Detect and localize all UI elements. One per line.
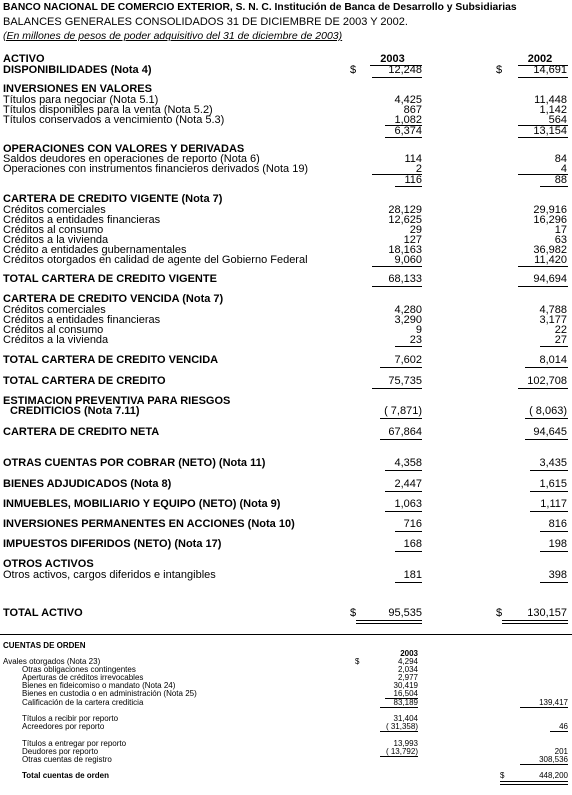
disponibilidades-label: DISPONIBILIDADES (Nota 4) [3,64,152,76]
aperturas-label: Aperturas de créditos irrevocables [22,673,144,682]
rule [550,731,568,732]
total-activo-2003: 95,535 [388,607,422,619]
estimacion-label-line1: ESTIMACION PREVENTIVA PARA RIESGOS [3,395,231,407]
inv-conservados-2002: 564 [548,114,567,126]
inv-negociar-2003: 4,425 [394,94,422,106]
inmuebles-2003: 1,063 [394,498,422,510]
inv-disponibles-2002: 1,142 [539,104,567,116]
total-activo-label: TOTAL ACTIVO [3,607,83,619]
cv-consumo-2002: 17 [554,224,567,236]
otros-activos-heading: OTROS ACTIVOS [3,558,94,570]
rule [540,582,568,583]
cartera-neta-2003: 67,864 [388,426,422,438]
cartera-neta-2002: 94,645 [533,426,567,438]
otras-obligaciones-label: Otras obligaciones contingentes [22,665,136,674]
cartera-neta-label: CARTERA DE CREDITO NETA [3,426,160,438]
cv-consumo-label: Créditos al consumo [3,224,104,236]
rule [518,77,568,78]
cven-comerciales-label: Créditos comerciales [3,304,106,316]
rule [372,266,422,267]
custodia-value: 16,504 [393,689,418,698]
titulos-recibir-value: 31,404 [393,714,418,723]
rule [380,707,418,708]
otras-cuentas-2002: 3,435 [539,457,567,469]
cven-financieras-2003: 3,290 [394,314,422,326]
impuestos-diferidos-2003: 168 [403,538,422,550]
inv-conservados-label: Títulos conservados a vencimiento (Nota 5.3) [3,114,225,126]
rule [395,531,422,532]
cuentas-orden-heading: CUENTAS DE ORDEN [3,641,86,650]
currency-sign: $ [355,657,360,666]
total-cartera-vencida-2003: 7,602 [394,354,422,366]
total-cartera-vencida-2002: 8,014 [539,354,567,366]
currency-sign: $ [350,607,357,619]
currency-sign: $ [496,64,503,76]
total-cartera-2003: 75,735 [388,375,422,387]
cven-vivienda-label: Créditos a la vivienda [3,334,109,346]
rule [530,470,568,471]
inversiones-heading: INVERSIONES EN VALORES [3,83,152,95]
otros-activos-2003: 181 [403,569,422,581]
rule [540,346,568,347]
rule [518,286,568,287]
cv-gubernamentales-2003: 18,163 [388,244,422,256]
inversiones-permanentes-2003: 716 [403,518,422,530]
cven-financieras-label: Créditos a entidades financieras [3,314,161,326]
cven-vivienda-2003: 23 [409,334,422,346]
calificacion-total: 139,417 [539,698,568,707]
cv-gubernamentales-2002: 36,982 [533,244,567,256]
rule [540,531,568,532]
estimacion-2002: ( 8,063) [529,405,567,417]
calificacion-label: Calificación de la cartera crediticia [22,698,144,707]
op-derivados-label: Operaciones con instrumentos financieros derivados (Nota 19) [3,163,309,175]
operaciones-heading: OPERACIONES CON VALORES Y DERIVADAS [3,143,245,155]
cven-consumo-2002: 22 [554,324,567,336]
inversiones-permanentes-2002: 816 [548,518,567,530]
bienes-adjudicados-2003: 2,447 [394,478,422,490]
bienes-adjudicados-label: BIENES ADJUDICADOS (Nota 8) [3,478,172,490]
year-2003-heading: 2003 [380,53,405,65]
cv-vivienda-2003: 127 [403,234,422,246]
total-cuentas-orden-label: Total cuentas de orden [22,771,109,780]
cv-financieras-label: Créditos a entidades financieras [3,214,161,226]
fideicomiso-value: 30,419 [393,681,418,690]
op-derivados-2002: 4 [560,163,567,175]
cv-financieras-2003: 12,625 [388,214,422,226]
rule [530,491,568,492]
rule [380,418,422,419]
operaciones-total-2003: 116 [404,174,422,186]
estimacion-2003: ( 7,871) [384,405,422,417]
rule [395,551,422,552]
titulos-recibir-label: Títulos a recibir por reporto [22,714,119,723]
otras-obligaciones-value: 2,034 [397,665,418,674]
company-title: BANCO NACIONAL DE COMERCIO EXTERIOR, S. N. C. Institución de Banca de Desarrollo y Subsidiarias [3,2,517,13]
bienes-adjudicados-2002: 1,615 [539,478,567,490]
currency-sign: $ [350,64,357,76]
acreedores-label: Acreedores por reporto [22,722,105,731]
cven-consumo-2003: 9 [415,324,422,336]
deudores-label: Deudores por reporto [22,747,99,756]
inv-negociar-2002: 11,448 [534,94,567,106]
rule [540,186,568,187]
rule [372,286,422,287]
inversiones-total-2003: 6,374 [394,125,422,137]
total-cartera-vigente-label: TOTAL CARTERA DE CREDITO VIGENTE [3,273,217,285]
cv-comerciales-2002: 29,916 [533,204,567,216]
inmuebles-2002: 1,117 [540,498,567,510]
fideicomiso-label: Bienes en fideicomiso o mandato (Nota 24) [22,681,176,690]
double-rule [502,620,568,624]
calificacion-value: 83,189 [393,698,418,707]
inmuebles-label: INMUEBLES, MOBILIARIO Y EQUIPO (NETO) (Nota 9) [3,498,281,510]
rule [395,582,422,583]
rule [518,388,568,389]
custodia-label: Bienes en custodia o en administración (Nota 25) [22,689,197,698]
cv-gubernamentales-label: Crédito a entidades gubernamentales [3,244,187,256]
cven-comerciales-2002: 4,788 [539,304,567,316]
year-2002-heading: 2002 [527,53,553,65]
inversiones-permanentes-label: INVERSIONES PERMANENTES EN ACCIONES (Nota 10) [3,518,295,530]
deudores-value: ( 13,792) [385,747,418,756]
rule [520,707,568,708]
avales-label: Avales otorgados (Nota 23) [3,657,101,666]
aperturas-value: 2,977 [397,673,418,682]
rule [380,439,422,440]
disponibilidades-2002: 14,691 [533,64,567,76]
cv-agente-label: Créditos otorgados en calidad de agente del Gobierno Federal [3,254,308,266]
cven-vivienda-2002: 27 [554,334,567,346]
inv-disponibles-2003: 867 [403,104,422,116]
total-cartera-vencida-label: TOTAL CARTERA DE CREDITO VENCIDA [3,354,219,366]
rule [380,367,422,368]
double-rule [356,620,422,624]
cv-comerciales-2003: 28,129 [388,204,422,216]
rule [525,439,568,440]
cven-consumo-label: Créditos al consumo [3,324,104,336]
cv-comerciales-label: Créditos comerciales [3,204,106,216]
rule [380,731,418,732]
rule [395,346,422,347]
rule [525,367,568,368]
deudores-total: 201 [554,747,568,756]
double-rule [500,781,568,785]
section-divider [0,634,572,635]
rule [385,470,422,471]
rule [540,551,568,552]
op-reporto-2003: 114 [404,153,422,165]
rule [395,186,422,187]
total-activo-2002: 130,157 [527,607,567,619]
rule [380,756,418,757]
otras-cuentas-registro-total: 308,536 [539,755,568,764]
cv-agente-2003: 9,060 [394,254,422,266]
rule [525,418,568,419]
total-cartera-2002: 102,708 [527,375,567,387]
rule [530,511,568,512]
operaciones-total-2002: 88 [554,174,567,186]
rule [518,266,568,267]
total-cartera-label: TOTAL CARTERA DE CREDITO [3,375,166,387]
report-title: BALANCES GENERALES CONSOLIDADOS 31 DE DICIEMBRE DE 2003 Y 2002. [3,16,408,28]
cv-agente-2002: 11,420 [534,254,567,266]
cv-vivienda-2002: 63 [554,234,567,246]
otros-activos-2002: 398 [548,569,567,581]
total-cartera-vigente-2002: 94,694 [533,273,567,285]
inv-conservados-2003: 1,082 [394,114,422,126]
cv-vivienda-label: Créditos a la vivienda [3,234,109,246]
rule [372,77,422,78]
titulos-entregar-label: Títulos a entregar por reporto [22,739,127,748]
inversiones-total-2002: 13,154 [533,125,567,137]
currency-sign: $ [500,771,505,780]
acreedores-value: ( 31,358) [385,722,418,731]
cv-consumo-2003: 29 [409,224,422,236]
orden-year-heading: 2003 [400,649,418,658]
estimacion-label: CREDITICIOS (Nota 7.11) [10,405,140,417]
inv-disponibles-label: Títulos disponibles para la venta (Nota 5.2) [3,104,213,116]
cven-comerciales-2003: 4,280 [394,304,422,316]
disponibilidades-2003: 12,248 [388,64,422,76]
otras-cuentas-label: OTRAS CUENTAS POR COBRAR (NETO) (Nota 11) [3,457,266,469]
rule [385,137,422,138]
op-reporto-2002: 84 [554,153,567,165]
inv-negociar-label: Títulos para negociar (Nota 5.1) [3,94,159,106]
rule [518,137,568,138]
otras-cuentas-2003: 4,358 [394,457,422,469]
activo-heading: ACTIVO [3,53,45,65]
rule [385,491,422,492]
total-cartera-vigente-2003: 68,133 [388,273,422,285]
rule [372,388,422,389]
rule [520,764,568,765]
cven-financieras-2002: 3,177 [539,314,567,326]
titulos-entregar-value: 13,993 [393,739,418,748]
rule [385,511,422,512]
avales-value: 4,294 [397,657,418,666]
cv-financieras-2002: 16,296 [533,214,567,226]
impuestos-diferidos-label: IMPUESTOS DIFERIDOS (NETO) (Nota 17) [3,538,222,550]
acreedores-total: 46 [559,722,568,731]
op-reporto-label: Saldos deudores en operaciones de reporto (Nota 6) [3,153,260,165]
otros-activos-label: Otros activos, cargos diferidos e intangibles [3,569,216,581]
total-cuentas-orden-value: 448,200 [539,771,568,780]
currency-sign: $ [496,607,503,619]
op-derivados-2003: 2 [415,163,422,175]
units-note: (En millones de pesos de poder adquisitivo del 31 de diciembre de 2003) [3,30,343,42]
cartera-vencida-heading: CARTERA DE CREDITO VENCIDA (Nota 7) [3,293,224,305]
impuestos-diferidos-2002: 198 [548,538,567,550]
otras-cuentas-registro-label: Otras cuentas de registro [22,755,112,764]
cartera-vigente-heading: CARTERA DE CREDITO VIGENTE (Nota 7) [3,193,223,205]
